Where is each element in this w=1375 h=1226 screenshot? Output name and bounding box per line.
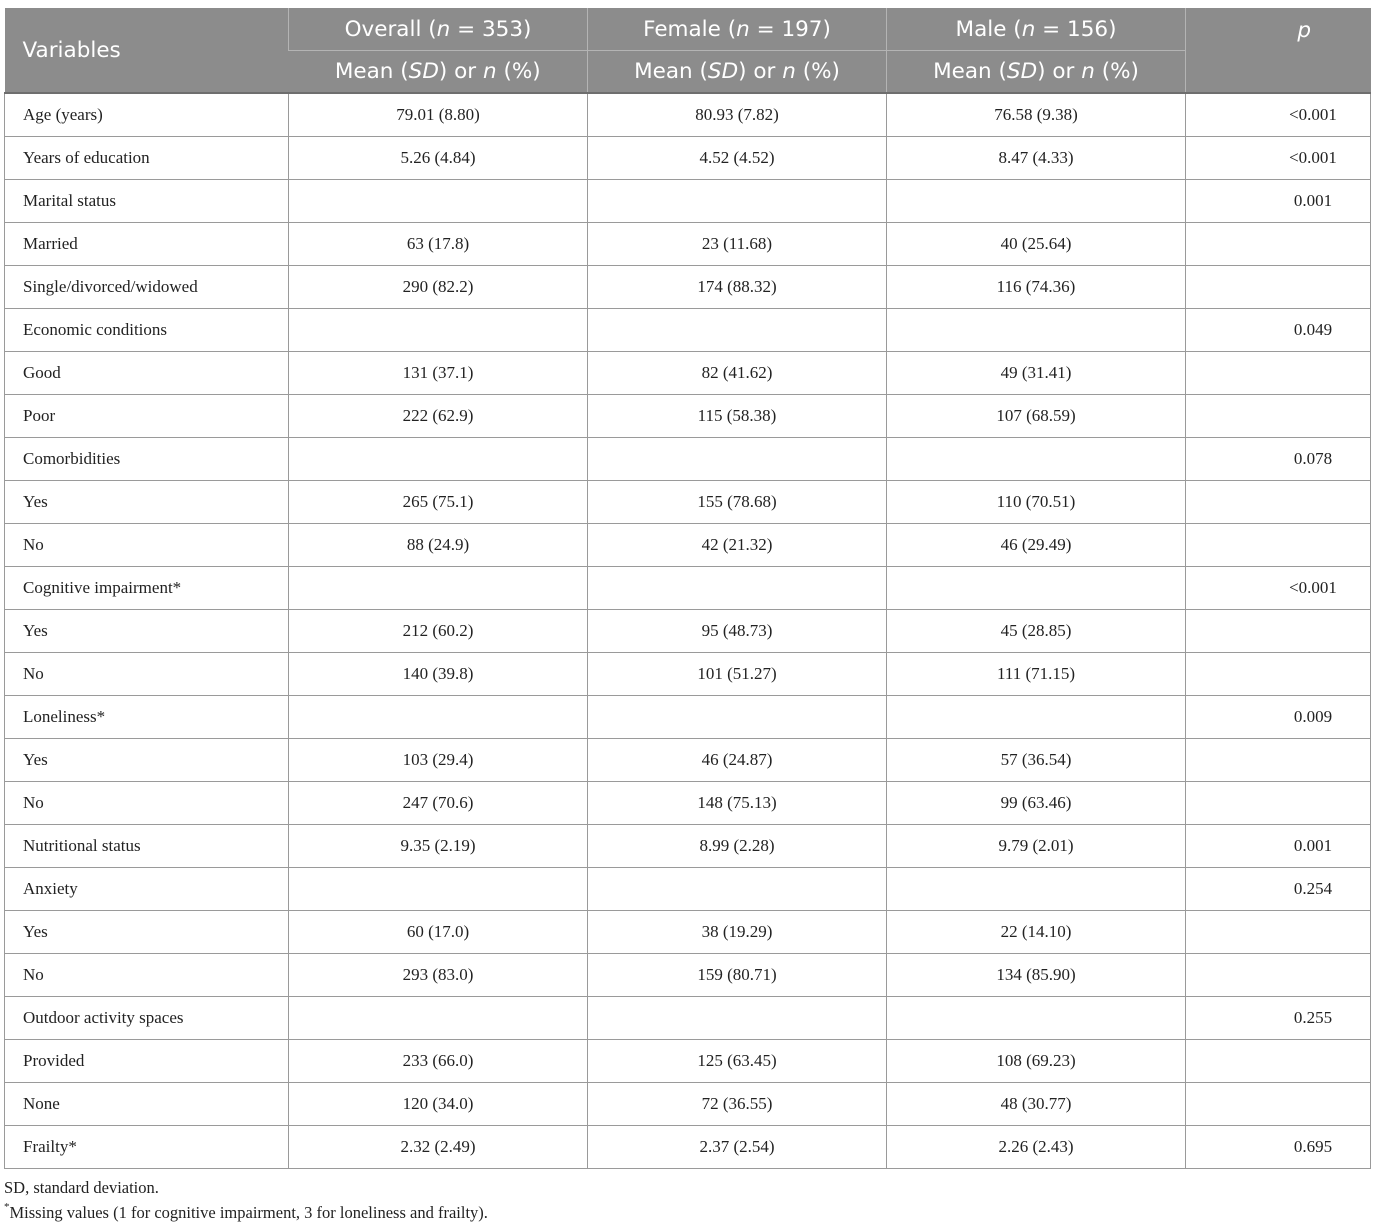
row-label: Yes: [5, 481, 289, 524]
table-row: [5, 911, 1371, 954]
table-row: [5, 180, 1371, 223]
cell-overall: 212 (60.2): [289, 610, 588, 653]
row-label: No: [5, 782, 289, 825]
row-label: Economic conditions: [5, 309, 289, 352]
cell-male: 22 (14.10): [887, 911, 1186, 954]
cell-female: 8.99 (2.28): [588, 825, 887, 868]
cell-overall: [289, 997, 588, 1040]
cell-overall: 5.26 (4.84): [289, 137, 588, 180]
cell-female: 72 (36.55): [588, 1083, 887, 1126]
cell-overall: 131 (37.1): [289, 352, 588, 395]
cell-p-value: [1186, 266, 1371, 309]
cell-male: [887, 309, 1186, 352]
header-p-value: p: [1186, 8, 1371, 93]
cell-male: 111 (71.15): [887, 653, 1186, 696]
header-stat-male: Mean (SD) or n (%): [887, 51, 1186, 94]
table-row: [5, 954, 1371, 997]
table-row: [5, 395, 1371, 438]
cell-female: 46 (24.87): [588, 739, 887, 782]
cell-overall: 88 (24.9): [289, 524, 588, 567]
cell-p-value: [1186, 911, 1371, 954]
cell-male: 2.26 (2.43): [887, 1126, 1186, 1169]
row-label: No: [5, 524, 289, 567]
cell-overall: [289, 567, 588, 610]
table-row: [5, 653, 1371, 696]
cell-p-value: 0.078: [1186, 438, 1371, 481]
cell-male: 116 (74.36): [887, 266, 1186, 309]
table-row: [5, 1083, 1371, 1126]
cell-male: 76.58 (9.38): [887, 93, 1186, 137]
table-row: [5, 352, 1371, 395]
cell-p-value: 0.001: [1186, 180, 1371, 223]
table-row: [5, 1126, 1371, 1169]
cell-male: [887, 868, 1186, 911]
header-stat-overall: Mean (SD) or n (%): [289, 51, 588, 94]
cell-male: 107 (68.59): [887, 395, 1186, 438]
cell-female: [588, 868, 887, 911]
row-label: No: [5, 954, 289, 997]
footnote-abbreviation: SD, standard deviation.: [4, 1178, 159, 1197]
characteristics-table: [4, 8, 1371, 1169]
cell-overall: 2.32 (2.49): [289, 1126, 588, 1169]
row-label: Frailty*: [5, 1126, 289, 1169]
cell-female: [588, 309, 887, 352]
cell-p-value: [1186, 395, 1371, 438]
row-label: Yes: [5, 610, 289, 653]
cell-overall: 233 (66.0): [289, 1040, 588, 1083]
table-row: [5, 223, 1371, 266]
cell-p-value: [1186, 610, 1371, 653]
table-row: [5, 997, 1371, 1040]
table-row: [5, 137, 1371, 180]
row-label: Age (years): [5, 93, 289, 137]
row-label: Anxiety: [5, 868, 289, 911]
cell-female: 4.52 (4.52): [588, 137, 887, 180]
cell-female: 80.93 (7.82): [588, 93, 887, 137]
table-row: [5, 309, 1371, 352]
row-label: Good: [5, 352, 289, 395]
header-variables: Variables: [5, 8, 289, 93]
table-row: [5, 93, 1371, 137]
cell-overall: 103 (29.4): [289, 739, 588, 782]
cell-overall: [289, 180, 588, 223]
table-row: [5, 438, 1371, 481]
table-body: [5, 93, 1371, 1169]
cell-male: 9.79 (2.01): [887, 825, 1186, 868]
cell-p-value: [1186, 1083, 1371, 1126]
table-row: [5, 567, 1371, 610]
cell-male: 99 (63.46): [887, 782, 1186, 825]
table-row: [5, 868, 1371, 911]
cell-female: 23 (11.68): [588, 223, 887, 266]
header-female: Female (n = 197): [588, 8, 887, 51]
cell-p-value: [1186, 954, 1371, 997]
cell-male: 110 (70.51): [887, 481, 1186, 524]
cell-male: 46 (29.49): [887, 524, 1186, 567]
row-label: Years of education: [5, 137, 289, 180]
cell-p-value: [1186, 1040, 1371, 1083]
cell-female: 155 (78.68): [588, 481, 887, 524]
table-row: [5, 739, 1371, 782]
table-row: [5, 481, 1371, 524]
cell-overall: [289, 309, 588, 352]
cell-female: 101 (51.27): [588, 653, 887, 696]
cell-p-value: <0.001: [1186, 567, 1371, 610]
cell-p-value: 0.001: [1186, 825, 1371, 868]
table-row: [5, 610, 1371, 653]
cell-male: [887, 997, 1186, 1040]
row-label: Comorbidities: [5, 438, 289, 481]
cell-p-value: [1186, 653, 1371, 696]
row-label: None: [5, 1083, 289, 1126]
cell-male: 49 (31.41): [887, 352, 1186, 395]
cell-p-value: 0.695: [1186, 1126, 1371, 1169]
cell-p-value: [1186, 223, 1371, 266]
cell-p-value: [1186, 352, 1371, 395]
cell-p-value: <0.001: [1186, 93, 1371, 137]
cell-overall: 120 (34.0): [289, 1083, 588, 1126]
row-label: Married: [5, 223, 289, 266]
cell-male: [887, 180, 1186, 223]
cell-overall: 9.35 (2.19): [289, 825, 588, 868]
cell-female: [588, 180, 887, 223]
cell-male: [887, 438, 1186, 481]
cell-p-value: 0.009: [1186, 696, 1371, 739]
table-row: [5, 1040, 1371, 1083]
cell-overall: 265 (75.1): [289, 481, 588, 524]
table-row: [5, 782, 1371, 825]
table-row: [5, 524, 1371, 567]
cell-female: 2.37 (2.54): [588, 1126, 887, 1169]
cell-female: 95 (48.73): [588, 610, 887, 653]
row-label: Nutritional status: [5, 825, 289, 868]
cell-overall: 60 (17.0): [289, 911, 588, 954]
cell-male: 134 (85.90): [887, 954, 1186, 997]
cell-p-value: [1186, 524, 1371, 567]
cell-male: [887, 696, 1186, 739]
cell-overall: 79.01 (8.80): [289, 93, 588, 137]
row-label: Loneliness*: [5, 696, 289, 739]
cell-overall: [289, 438, 588, 481]
cell-overall: 293 (83.0): [289, 954, 588, 997]
cell-p-value: [1186, 481, 1371, 524]
cell-female: 115 (58.38): [588, 395, 887, 438]
table-row: [5, 825, 1371, 868]
cell-female: 38 (19.29): [588, 911, 887, 954]
cell-overall: 290 (82.2): [289, 266, 588, 309]
row-label: Yes: [5, 911, 289, 954]
header-overall: Overall (n = 353): [289, 8, 588, 51]
cell-overall: 222 (62.9): [289, 395, 588, 438]
cell-male: [887, 567, 1186, 610]
row-label: No: [5, 653, 289, 696]
cell-male: 8.47 (4.33): [887, 137, 1186, 180]
cell-female: 159 (80.71): [588, 954, 887, 997]
cell-female: [588, 567, 887, 610]
cell-p-value: 0.254: [1186, 868, 1371, 911]
header-male: Male (n = 156): [887, 8, 1186, 51]
row-label: Marital status: [5, 180, 289, 223]
cell-female: [588, 696, 887, 739]
cell-overall: 63 (17.8): [289, 223, 588, 266]
cell-male: 57 (36.54): [887, 739, 1186, 782]
cell-female: 82 (41.62): [588, 352, 887, 395]
cell-overall: 247 (70.6): [289, 782, 588, 825]
table-header: [5, 8, 1371, 93]
cell-male: 40 (25.64): [887, 223, 1186, 266]
row-label: Provided: [5, 1040, 289, 1083]
header-stat-female: Mean (SD) or n (%): [588, 51, 887, 94]
row-label: Single/divorced/widowed: [5, 266, 289, 309]
cell-male: 108 (69.23): [887, 1040, 1186, 1083]
cell-female: [588, 997, 887, 1040]
row-label: Outdoor activity spaces: [5, 997, 289, 1040]
footnote-missing: *Missing values (1 for cognitive impairment, 3 for loneliness and frailty).: [4, 1201, 488, 1222]
cell-overall: 140 (39.8): [289, 653, 588, 696]
cell-p-value: 0.049: [1186, 309, 1371, 352]
table-row: [5, 266, 1371, 309]
cell-female: 125 (63.45): [588, 1040, 887, 1083]
row-label: Cognitive impairment*: [5, 567, 289, 610]
cell-male: 45 (28.85): [887, 610, 1186, 653]
cell-female: [588, 438, 887, 481]
cell-p-value: [1186, 739, 1371, 782]
cell-p-value: [1186, 782, 1371, 825]
cell-p-value: 0.255: [1186, 997, 1371, 1040]
table-row: [5, 696, 1371, 739]
cell-female: 148 (75.13): [588, 782, 887, 825]
cell-female: 174 (88.32): [588, 266, 887, 309]
cell-male: 48 (30.77): [887, 1083, 1186, 1126]
cell-overall: [289, 868, 588, 911]
cell-p-value: <0.001: [1186, 137, 1371, 180]
cell-female: 42 (21.32): [588, 524, 887, 567]
row-label: Poor: [5, 395, 289, 438]
cell-overall: [289, 696, 588, 739]
row-label: Yes: [5, 739, 289, 782]
